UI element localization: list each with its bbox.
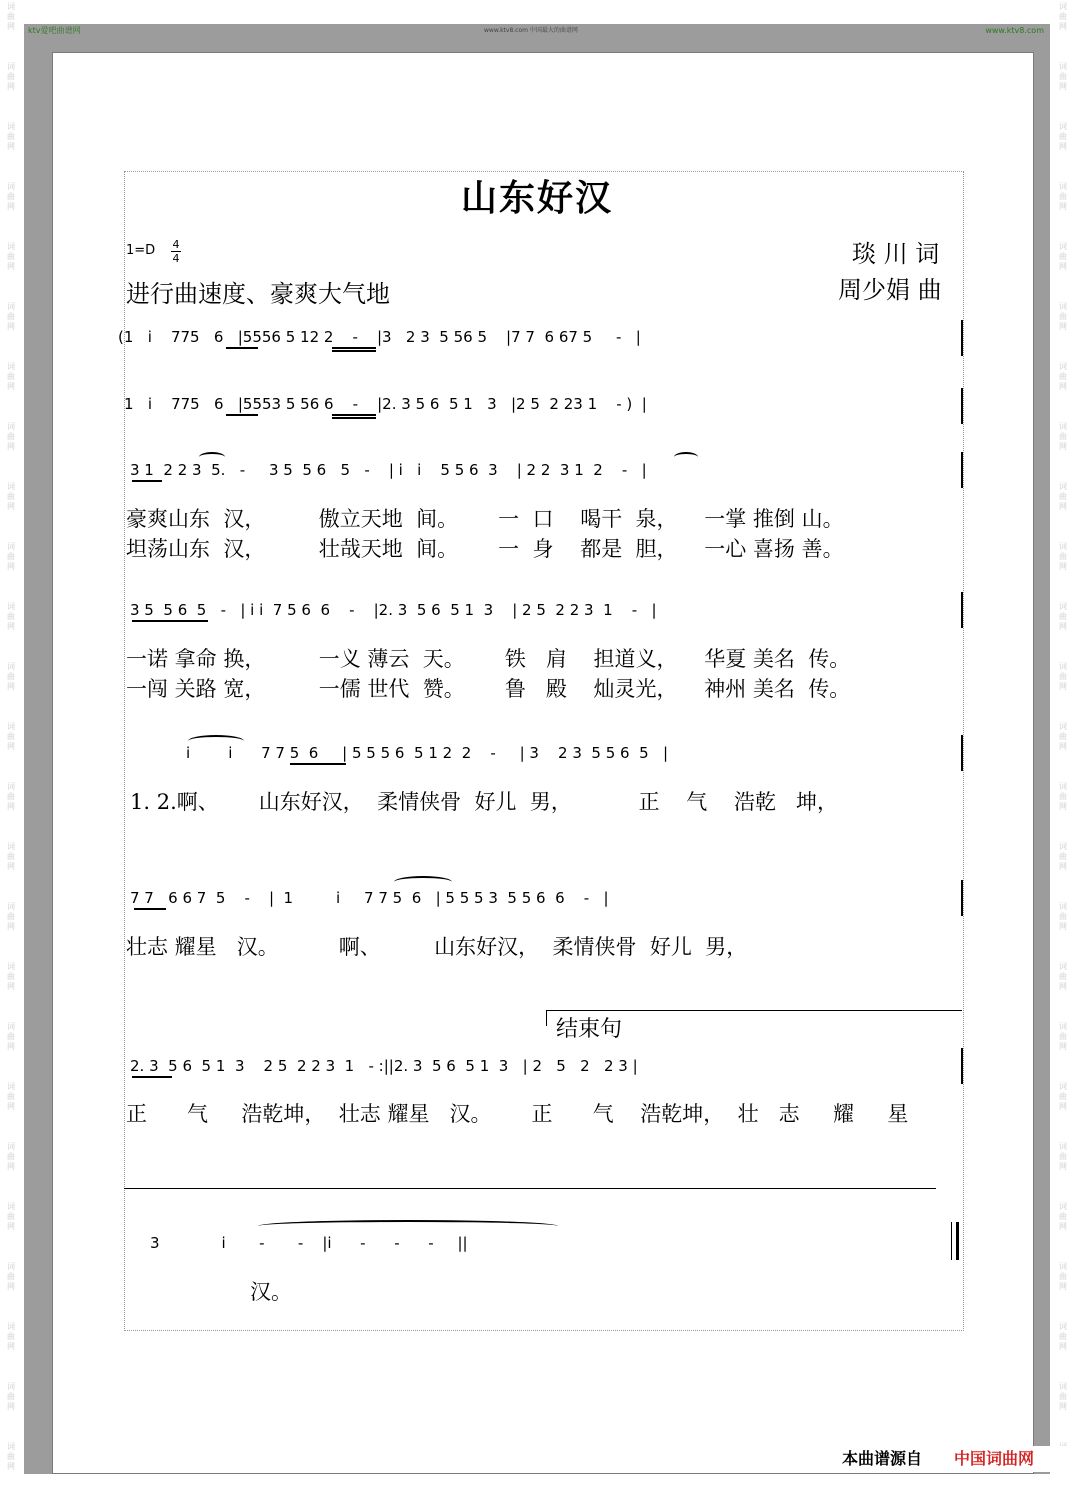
side-watermark-mark: 词 曲 网	[1059, 1322, 1067, 1351]
side-watermark-mark: 词 曲 网	[7, 662, 15, 691]
side-watermark-mark: 词 曲 网	[1059, 842, 1067, 871]
side-watermark-mark: 词 曲 网	[1059, 1082, 1067, 1111]
notation-row-intro-2: 1 i 775 6 |5553 5 56 6 - |2. 3 5 6 5 1 3 |2 5 2 23 1 - ) |	[124, 395, 647, 413]
side-watermark-mark: 词 曲 网	[7, 1202, 15, 1231]
side-watermark-mark: 词 曲 网	[7, 362, 15, 391]
side-watermark-mark: 词 曲 网	[1059, 602, 1067, 631]
beam-underline	[290, 763, 346, 765]
side-watermark-mark: 词 曲 网	[7, 722, 15, 751]
side-watermark-mark: 词 曲 网	[1059, 1382, 1067, 1411]
left-watermark-strip	[0, 0, 22, 1496]
lyric-row-3-verse-2: 坦荡山东 汉， 壮哉天地 间。 一 身 都是 胆， 一心 喜扬 善。	[126, 537, 844, 561]
side-watermark-mark: 词 曲 网	[1059, 482, 1067, 511]
final-barline	[956, 1222, 959, 1260]
barline	[961, 1048, 963, 1084]
side-watermark-mark: 词 曲 网	[7, 1082, 15, 1111]
notation-row-5: i i 7 7 5 6 | 5 5 5 6 5 1 2 2 - | 3 2 3 5 5 6 5 |	[186, 744, 669, 762]
side-watermark-mark: 词 曲 网	[7, 962, 15, 991]
tempo-marking: 进行曲速度、豪爽大气地	[126, 280, 390, 308]
right-watermark-strip	[1052, 0, 1074, 1496]
barline	[961, 320, 963, 356]
beam-underline	[226, 414, 258, 416]
notation-row-6: 7 7 6 6 7 5 - | 1 i 7 7 5 6 | 5 5 5 3 5 5 6 6 - |	[130, 889, 609, 907]
side-watermark-mark: 词 曲 网	[1059, 722, 1067, 751]
side-watermark-mark: 词 曲 网	[1059, 542, 1067, 571]
ending-bracket-continuation	[124, 1188, 936, 1189]
slur	[394, 876, 452, 888]
source-site-link[interactable]: 中国词曲网	[954, 1449, 1035, 1468]
barline	[961, 592, 963, 628]
slur	[188, 735, 244, 747]
side-watermark-mark: 词 曲 网	[1059, 2, 1067, 31]
side-watermark-mark: 词 曲 网	[1059, 62, 1067, 91]
side-watermark-mark: 词 曲 网	[7, 242, 15, 271]
header-site-link[interactable]: ktv爱吧曲谱网	[28, 26, 81, 35]
time-signature-bottom: 4	[172, 252, 180, 265]
side-watermark-mark: 词 曲 网	[7, 1142, 15, 1171]
notation-row-intro-1: (1 i 775 6 |5556 5 12 2 - |3 2 3 5 56 5 |7 7 6 67 5 - |	[118, 328, 641, 346]
side-watermark-mark: 词 曲 网	[7, 122, 15, 151]
side-watermark-mark: 词 曲 网	[7, 902, 15, 931]
composer-credit: 周少娟 曲	[838, 276, 942, 304]
lyric-row-4-verse-1: 一诺 拿命 换， 一义 薄云 天。 铁 肩 担道义， 华夏 美名 传。	[126, 647, 851, 671]
key-signature: 1=D	[126, 243, 156, 258]
side-watermark-mark: 词 曲 网	[7, 1022, 15, 1051]
beam-underline	[132, 620, 208, 622]
notation-row-8: 3 i - - |i - - - ||	[150, 1234, 468, 1252]
lyric-row-4-verse-2: 一闯 关路 宽， 一儒 世代 赞。 鲁 殿 灿灵光， 神州 美名 传。	[126, 677, 851, 701]
barline	[961, 452, 963, 488]
side-watermark-mark: 词 曲 网	[7, 1382, 15, 1411]
side-watermark-mark: 词 曲 网	[7, 842, 15, 871]
slur	[674, 452, 698, 462]
song-title: 山东好汉	[460, 177, 613, 219]
beam-underline	[332, 417, 376, 419]
side-watermark-mark: 词 曲 网	[1059, 1142, 1067, 1171]
barline	[961, 388, 963, 424]
side-watermark-mark: 词 曲 网	[7, 422, 15, 451]
side-watermark-mark: 词 曲 网	[7, 602, 15, 631]
side-watermark-mark: 词 曲 网	[1059, 962, 1067, 991]
notation-row-3: 3 1 2 2 3 5. - 3 5 5 6 5 - | i i 5 5 6 3 | 2 2 3 1 2 - |	[130, 461, 647, 479]
side-watermark-mark: 词 曲 网	[1059, 1202, 1067, 1231]
time-signature	[171, 238, 181, 265]
beam-underline	[226, 347, 258, 349]
side-watermark-mark: 词 曲 网	[1059, 1022, 1067, 1051]
beam-underline	[332, 414, 376, 416]
side-watermark-mark: 词 曲 网	[7, 62, 15, 91]
notation-row-4: 3 5 5 6 5 - | i i 7 5 6 6 - |2. 3 5 6 5 1 3 | 2 5 2 2 3 1 - |	[130, 601, 657, 619]
side-watermark-mark: 词 曲 网	[1059, 362, 1067, 391]
side-watermark-mark: 词 曲 网	[7, 2, 15, 31]
header-bar	[24, 24, 1050, 38]
beam-underline	[132, 1076, 172, 1078]
side-watermark-mark: 词 曲 网	[1059, 422, 1067, 451]
side-watermark-mark: 词 曲 网	[1059, 782, 1067, 811]
beam-underline	[134, 908, 166, 910]
side-watermark-mark: 词 曲 网	[7, 482, 15, 511]
side-watermark-mark: 词 曲 网	[1059, 662, 1067, 691]
lyric-row-7: 正 气 浩乾坤， 壮志 耀星 汉。 正 气 浩乾坤， 壮 志 耀 星	[126, 1102, 909, 1126]
header-url-link[interactable]: www.ktv8.com	[985, 26, 1044, 35]
lyric-row-8: 汉。	[250, 1280, 292, 1304]
lyricist-credit: 琰 川 词	[852, 240, 940, 268]
header-center-text: www.ktv8.com 中国最大的曲谱网	[484, 27, 578, 34]
side-watermark-mark: 词 曲 网	[7, 782, 15, 811]
final-barline-thin	[951, 1222, 952, 1260]
side-watermark-mark: 词 曲 网	[7, 302, 15, 331]
side-watermark-mark: 词 曲 网	[7, 1262, 15, 1291]
side-watermark-mark: 词 曲 网	[1059, 1262, 1067, 1291]
beam-underline	[332, 347, 376, 349]
side-watermark-mark: 词 曲 网	[1059, 242, 1067, 271]
lyric-row-3-verse-1: 豪爽山东 汉， 傲立天地 间。 一 口 喝干 泉， 一掌 推倒 山。	[126, 507, 844, 531]
barline	[961, 735, 963, 771]
beam-underline	[332, 350, 376, 352]
slur	[199, 452, 225, 462]
side-watermark-mark: 词 曲 网	[7, 542, 15, 571]
side-watermark-mark: 词 曲 网	[7, 1442, 15, 1471]
ending-bracket-tick	[546, 1010, 547, 1026]
lyric-row-6: 壮志 耀星 汉。 啊、 山东好汉， 柔情侠骨 好儿 男，	[126, 935, 748, 959]
side-watermark-mark: 词 曲 网	[7, 1322, 15, 1351]
side-watermark-mark: 词 曲 网	[1059, 122, 1067, 151]
side-watermark-mark: 词 曲 网	[1059, 902, 1067, 931]
source-prefix: 本曲谱源自	[842, 1449, 923, 1468]
time-signature-top: 4	[172, 238, 180, 251]
side-watermark-mark: 词 曲 网	[1059, 302, 1067, 331]
source-badge[interactable]	[836, 1446, 1068, 1472]
side-watermark-mark: 词 曲 网	[1059, 182, 1067, 211]
ending-label: 结束句	[556, 1017, 623, 1042]
slur	[258, 1220, 558, 1232]
lyric-row-5: 1. 2.啊、 山东好汉， 柔情侠骨 好儿 男， 正 气 浩乾 坤，	[130, 790, 839, 814]
barline	[961, 880, 963, 916]
notation-row-7: 2. 3 5 6 5 1 3 2 5 2 2 3 1 - :||2. 3 5 6 5 1 3 | 2 5 2 2 3 |	[130, 1057, 638, 1075]
side-watermark-mark: 词 曲 网	[7, 182, 15, 211]
ending-bracket	[546, 1010, 962, 1011]
beam-underline	[132, 480, 162, 482]
